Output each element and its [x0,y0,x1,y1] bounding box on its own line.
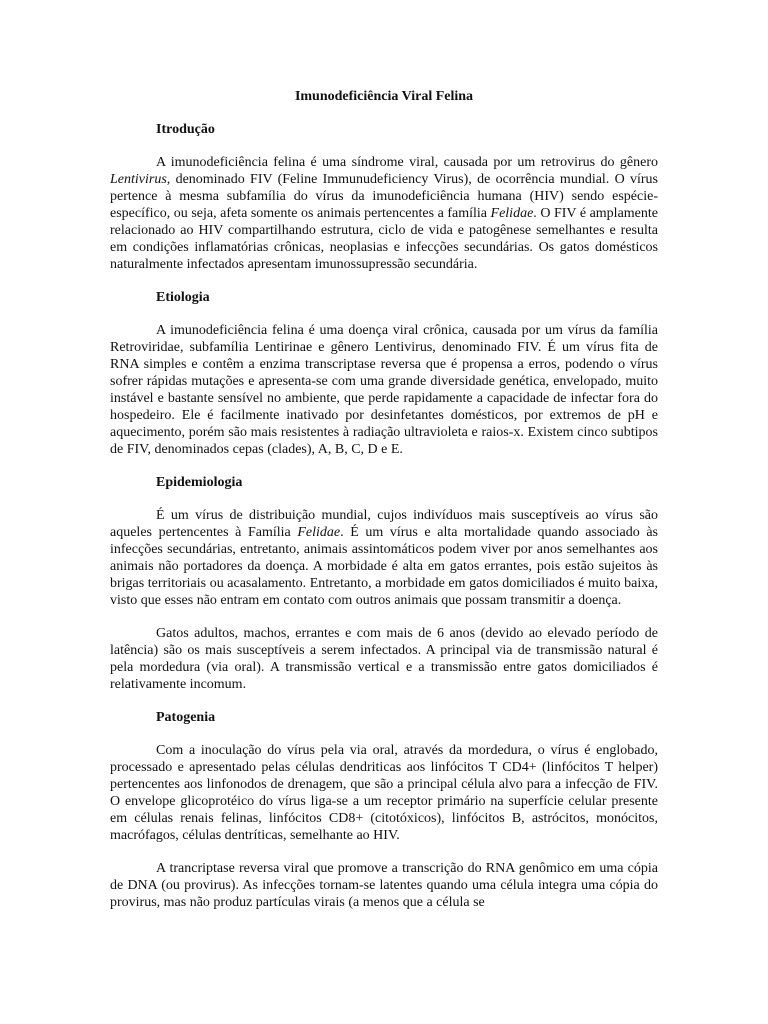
document-title: Imunodeficiência Viral Felina [294,89,474,104]
section-heading: Epidemiologia [156,475,243,490]
section-heading: Patogenia [156,710,216,725]
section-heading: Itrodução [156,122,215,137]
document-body [110,121,658,911]
body-paragraph [110,860,658,911]
italic-term: Felidae [297,525,341,540]
body-paragraph [110,625,658,693]
body-paragraph [110,742,658,844]
text-run: . O FIV é amplamente relacionado ao HIV compartilhando estrutura, ciclo de vida e patogênese semelhantes e resulta em condições inflamatórias crônicas, neoplasias e infecções secundárias. Os gatos domésticos naturalmente infectados apresentam imunossupressão secundária. [110,206,658,272]
body-paragraph [110,507,658,609]
text-run: A imunodeficiência felina é uma síndrome viral, causada por um retrovirus do gênero [156,155,658,170]
italic-term: Lentivirus [110,172,167,187]
text-run: . É um vírus e alta mortalidade quando associado às infecções secundárias, entretanto, animais assintomáticos podem viver por anos semelhantes aos animais não portadores da doença. A morbidade é alta em gatos errantes, pois estão sujeitos às brigas territoriais ou acasalamento. Entretanto, a morbidade em gatos domiciliados é muito baixa, visto que esses não entram em contato com outros animais que possam transmitir a doença. [110,525,658,608]
text-run: Gatos adultos, machos, errantes e com mais de 6 anos (devido ao elevado período de latência) são os mais susceptíveis a serem infectados. A principal via de transmissão natural é pela mordedura (via oral). A transmissão vertical e a transmissão entre gatos domiciliados é relativamente incomum. [110,626,658,692]
text-run: A trancriptase reversa viral que promove a transcrição do RNA genômico em uma cópia de DNA (ou provirus). As infecções tornam-se latentes quando uma célula integra uma cópia do provirus, mas não produz partículas virais (a menos que a célula se [110,861,658,910]
italic-term: Felidae [490,206,534,221]
body-paragraph [110,154,658,273]
text-run: A imunodeficiência felina é uma doença viral crônica, causada por um vírus da família Retroviridae, subfamília Lentirinae e gênero Lentivirus, denominado FIV. É um vírus fita de RNA simples e contêm a enzima transcriptase reversa que é propensa a erros, podendo o vírus sofrer rápidas mutações e apresenta-se com uma grande diversidade genética, envelopado, muito instável e bastante sensível no ambiente, que perde rapidamente a capacidade de infectar fora do hospedeiro. Ele é facilmente inativado por desinfetantes domésticos, por extremos de pH e aquecimento, porém são mais resistentes à radiação ultravioleta e raios-x. Existem cinco subtipos de FIV, denominados cepas (clades), A, B, C, D e E. [110,323,658,457]
text-run: É um vírus de distribuição mundial, cujos indivíduos mais susceptíveis ao vírus são aqueles pertencentes à Família [110,508,658,540]
text-run: , denominado FIV (Feline Immunudeficiency Virus), de ocorrência mundial. O vírus pertence à mesma subfamília do vírus da imunodeficiência humana (HIV) sendo espécie-específico, ou seja, afeta somente os animais pertencentes a família [110,172,658,221]
document-page [110,88,658,1024]
section-heading: Etiologia [156,290,210,305]
text-run: Com a inoculação do vírus pela via oral, através da mordedura, o vírus é englobado, processado e apresentado pelas células dendriticas aos linfócitos T CD4+ (linfócitos T helper) pertencentes aos linfonodos de drenagem, que são a principal célula alvo para a infecção de FIV. O envelope glicoprotéico do vírus liga-se a um receptor primário na superfície celular presente em células renais felinas, linfócitos CD8+ (citotóxicos), linfócitos B, astrócitos, monócitos, macrófagos, células dentríticas, semelhante ao HIV. [110,743,658,843]
body-paragraph [110,322,658,458]
